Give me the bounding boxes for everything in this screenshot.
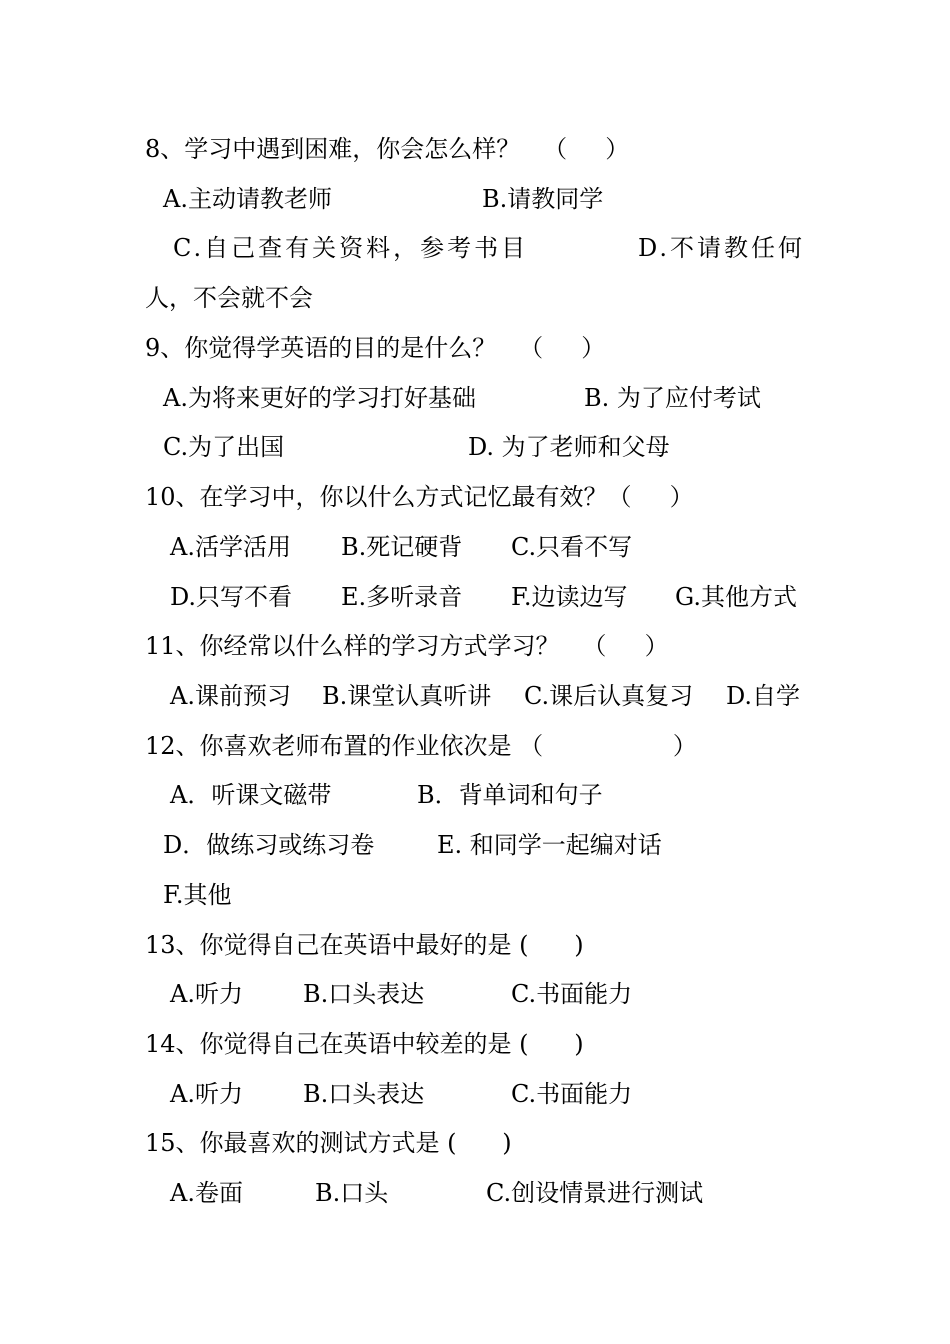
option-9d: D. 为了老师和父母 [468,433,670,461]
option-10c: C.只看不写 [511,533,633,561]
option-10a: A.活学活用 [170,533,291,561]
option-12f: F.其他 [163,881,232,909]
option-14c: C.书面能力 [511,1080,633,1108]
option-15a: A.卷面 [170,1179,243,1207]
option-9a: A.为将来更好的学习打好基础 [163,384,476,412]
option-11a: A.课前预习 [170,682,291,710]
option-9b: B. 为了应付考试 [584,384,761,412]
option-10b: B.死记硬背 [341,533,463,561]
option-8d: D.不请教任何 [638,234,806,262]
option-13a: A.听力 [170,980,243,1008]
question-13: 13、你觉得自己在英语中最好的是 ( ) [145,931,584,959]
option-14b: B.口头表达 [303,1080,425,1108]
question-10: 10、在学习中，你以什么方式记忆最有效？（ ） [145,483,694,511]
option-12e: E. 和同学一起编对话 [437,831,662,859]
option-10g: G.其他方式 [675,583,797,611]
option-13c: C.书面能力 [511,980,633,1008]
option-12b: B．背单词和句子 [417,781,603,809]
option-11c: C.课后认真复习 [524,682,694,710]
question-11: 11、你经常以什么样的学习方式学习？ （ ） [145,632,669,660]
question-8: 8、学习中遇到困难，你会怎么样？ （ ） [145,135,630,163]
option-8d-continued: 人，不会就不会 [145,284,313,312]
option-13b: B.口头表达 [303,980,425,1008]
question-12: 12、你喜欢老师布置的作业依次是 （ ） [145,732,697,760]
option-8b: B.请教同学 [482,185,604,213]
option-9c: C.为了出国 [163,433,285,461]
question-14: 14、你觉得自己在英语中较差的是 ( ) [145,1030,584,1058]
option-12d: D．做练习或练习卷 [163,831,375,859]
question-9: 9、你觉得学英语的目的是什么？ （ ） [145,334,606,362]
option-10e: E.多听录音 [341,583,463,611]
option-11d: D.自学 [726,682,801,710]
option-8c: C.自己查有关资料，参考书目 [173,234,529,262]
option-10d: D.只写不看 [170,583,293,611]
option-12a: A．听课文磁带 [170,781,332,809]
option-15b: B.口头 [315,1179,389,1207]
option-10f: F.边读边写 [511,583,628,611]
question-15: 15、你最喜欢的测试方式是 ( ) [145,1129,512,1157]
option-11b: B.课堂认真听讲 [322,682,492,710]
option-14a: A.听力 [170,1080,243,1108]
option-8a: A.主动请教老师 [163,185,332,213]
option-15c: C.创设情景进行测试 [486,1179,704,1207]
